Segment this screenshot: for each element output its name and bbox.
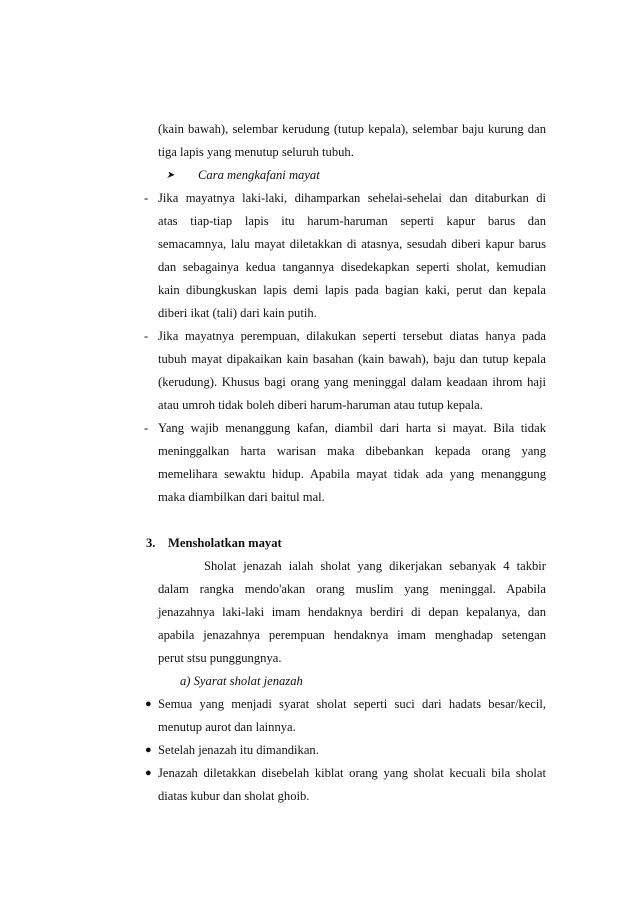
text-line: Jenazah diletakkan disebelah kiblat orang yang sholat kecuali bila sholat	[158, 766, 546, 780]
dash-item	[144, 187, 546, 325]
text-line: menutup aurot dan lainnya.	[158, 720, 296, 734]
text-line: Semua yang menjadi syarat sholat seperti suci dari hadats besar/kecil,	[158, 697, 546, 711]
text-line: (kerudung). Khusus bagi orang yang meninggal dalam keadaan ihrom haji	[158, 375, 546, 389]
subheading-text: a) Syarat sholat jenazah	[180, 674, 303, 688]
text-line: tubuh mayat dipakaikan kain basahan (kain bawah), baju dan tutup kepala	[158, 352, 546, 366]
arrow-bullet-icon: ➤	[166, 170, 175, 181]
subheading-text: Cara mengkafani mayat	[198, 168, 320, 182]
text-line: maka diambilkan dari baitul mal.	[158, 490, 325, 504]
subheading-syarat	[158, 670, 546, 693]
list-item	[145, 693, 546, 739]
text-line: memelihara sewaktu hidup. Apabila mayat tidak ada yang menanggung	[158, 467, 546, 481]
intro-paragraph	[158, 118, 546, 164]
text-line: Yang wajib menanggung kafan, diambil dari harta si mayat. Bila tidak	[158, 421, 546, 435]
text-line: atas tiap-tiap lapis itu harum-haruman seperti kapur barus dan	[158, 214, 546, 228]
text-line: dan sebagainya kedua tangannya disedekapkan seperti sholat, kemudian	[158, 260, 546, 274]
text-line: Sholat jenazah ialah sholat yang dikerjakan sebanyak 4 takbir	[204, 559, 546, 573]
text-line: kain dibungkuskan lapis demi lapis pada bagian kaki, perut dan kepala	[158, 283, 546, 297]
text-line: perut stsu punggungnya.	[158, 651, 282, 665]
dash-marker: -	[144, 191, 149, 205]
section-heading	[146, 532, 546, 555]
subheading-cara-mengkafani	[158, 164, 546, 187]
text-line: apabila jenazahnya perempuan hendaknya imam menghadap setengan	[158, 628, 546, 642]
text-line: Jika mayatnya laki-laki, dihamparkan sehelai-sehelai dan ditaburkan di	[158, 191, 546, 205]
text-line: tiga lapis yang menutup seluruh tubuh.	[158, 145, 354, 159]
text-line: diberi ikat (tali) dari kain putih.	[158, 306, 317, 320]
list-item	[145, 739, 546, 762]
text-line: semacamnya, lalu mayat diletakkan di atasnya, sesudah diberi kapur barus	[158, 237, 546, 251]
text-line: diatas kubur dan sholat ghoib.	[158, 789, 310, 803]
section-number: 3.	[146, 536, 156, 550]
section-paragraph	[158, 555, 546, 670]
dash-marker: -	[144, 421, 149, 435]
text-line: (kain bawah), selembar kerudung (tutup kepala), selembar baju kurung dan	[158, 122, 546, 136]
text-line: dalam rangka mendo'akan orang muslim yang meninggal. Apabila	[158, 582, 546, 596]
dash-item	[144, 325, 546, 417]
section-title: Mensholatkan mayat	[168, 536, 282, 550]
text-line: Jika mayatnya perempuan, dilakukan seperti tersebut diatas hanya pada	[158, 329, 546, 343]
text-line: meninggalkan harta warisan maka dibebankan kepada orang yang	[158, 444, 546, 458]
text-line: Setelah jenazah itu dimandikan.	[158, 743, 319, 757]
dash-marker: -	[144, 329, 149, 343]
dash-item	[144, 417, 546, 509]
text-line: jenazahnya laki-laki imam hendaknya berdiri di depan kepalanya, dan	[158, 605, 546, 619]
bullet-icon: ●	[145, 744, 152, 756]
bullet-icon: ●	[145, 698, 152, 710]
bullet-icon: ●	[145, 767, 152, 779]
text-line: atau umroh tidak boleh diberi harum-haruman atau tutup kepala.	[158, 398, 483, 412]
page-text	[144, 118, 546, 808]
list-item	[145, 762, 546, 808]
